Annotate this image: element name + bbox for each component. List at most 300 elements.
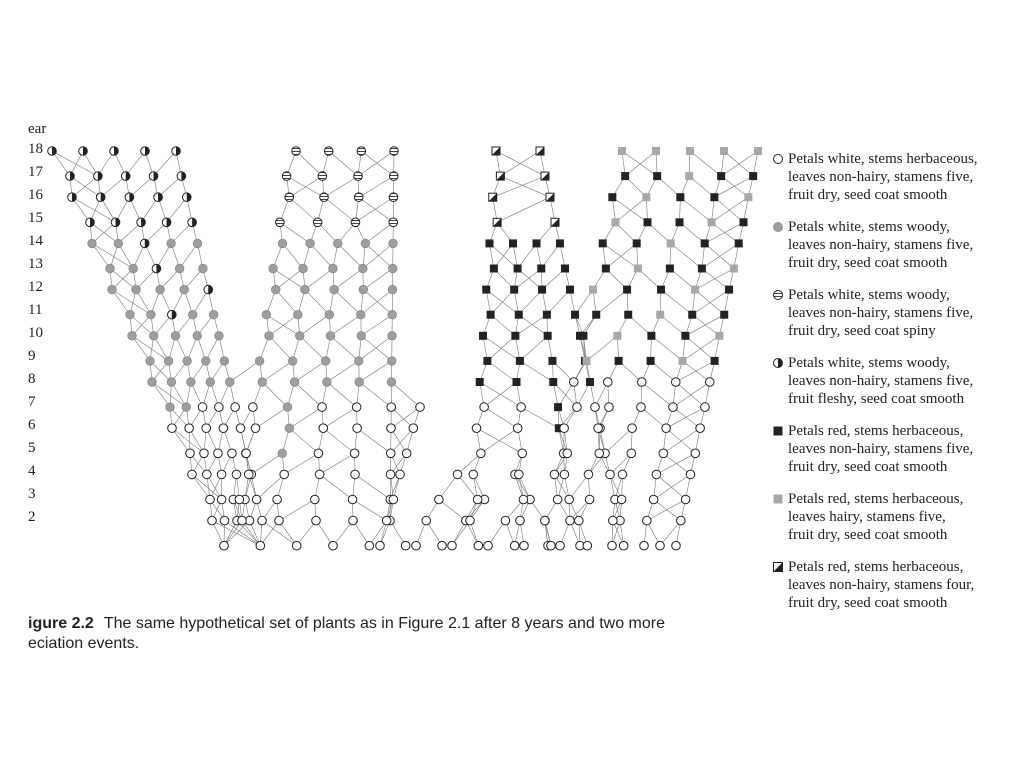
lineage-line — [521, 407, 559, 428]
plant-node — [365, 541, 374, 550]
plant-node — [292, 147, 301, 156]
year-label: 16 — [28, 187, 43, 203]
lineage-line — [497, 197, 550, 222]
plant-node — [182, 193, 191, 202]
lineage-line — [331, 336, 359, 361]
plant-node — [484, 541, 493, 550]
lineage-line — [702, 269, 729, 290]
plant-node — [262, 310, 271, 319]
lineage-line — [279, 500, 315, 521]
plant-node — [198, 403, 207, 412]
year-label: 17 — [28, 164, 43, 180]
plant-node — [560, 470, 569, 479]
plant-node — [256, 541, 265, 550]
plant-node — [258, 378, 267, 387]
figure-number: igure 2.2 — [28, 615, 94, 632]
plant-node — [681, 332, 689, 340]
plant-node — [231, 403, 240, 412]
plant-node — [401, 541, 410, 550]
plant-node — [167, 378, 176, 387]
gray-square-icon — [774, 495, 783, 504]
plant-node — [314, 449, 323, 458]
legend-text: leaves hairy, stamens five, — [788, 509, 946, 525]
plant-node — [323, 378, 332, 387]
plant-node — [606, 470, 615, 479]
plant-node — [193, 332, 202, 341]
plant-node — [354, 193, 363, 202]
plant-node — [276, 218, 285, 227]
plant-node — [627, 449, 636, 458]
plant-node — [480, 403, 489, 412]
plant-node — [669, 403, 678, 412]
plant-node — [388, 285, 397, 294]
plant-node — [187, 378, 196, 387]
plant-node — [493, 218, 501, 226]
lineage-line — [154, 151, 176, 176]
plant-node — [546, 193, 554, 201]
plant-node — [185, 424, 194, 433]
plant-node — [188, 470, 197, 479]
plant-node — [285, 193, 294, 202]
lineage-line — [305, 290, 329, 315]
plant-node — [643, 516, 652, 525]
plant-node — [177, 172, 186, 181]
plant-node — [88, 239, 97, 248]
plant-node — [355, 378, 364, 387]
legend-text: Petals white, stems woody, — [788, 355, 950, 371]
plant-node — [556, 239, 564, 247]
legend-item — [770, 490, 1020, 544]
plant-node — [290, 378, 299, 387]
plant-node — [199, 264, 208, 273]
open-circle-icon — [774, 155, 783, 164]
lineage-line — [323, 428, 354, 453]
plant-node — [203, 470, 212, 479]
plant-node — [156, 285, 165, 294]
legend-item — [770, 150, 1020, 204]
legend-item — [770, 286, 1020, 340]
plant-node — [513, 424, 522, 433]
plant-node — [278, 449, 287, 458]
lineage-line — [72, 176, 98, 197]
plant-node — [356, 310, 365, 319]
lineage-line — [654, 500, 681, 521]
year-label: 14 — [28, 233, 43, 249]
plant-node — [242, 449, 251, 458]
diagonal-square-icon — [774, 563, 783, 572]
lineage-line — [642, 382, 673, 407]
plant-node — [560, 424, 569, 433]
plant-node — [453, 470, 462, 479]
plant-node — [275, 516, 284, 525]
plant-node — [312, 516, 321, 525]
plant-node — [591, 403, 600, 412]
plant-node — [288, 357, 297, 366]
plant-node — [623, 286, 631, 294]
lineage-line — [300, 315, 330, 336]
legend-text: fruit fleshy, seed coat smooth — [788, 391, 965, 407]
legend-text: leaves non-hairy, stamens five, — [788, 441, 974, 457]
plant-node — [514, 265, 522, 273]
plant-node — [388, 264, 397, 273]
plant-node — [691, 286, 699, 294]
plant-node — [330, 285, 339, 294]
lineage-line — [327, 361, 359, 382]
plant-node — [691, 449, 700, 458]
plant-node — [698, 265, 706, 273]
plant-node — [389, 218, 398, 227]
legend-text: fruit dry, seed coat smooth — [788, 459, 948, 475]
plant-node — [517, 403, 526, 412]
plant-node — [486, 239, 494, 247]
plant-node — [319, 424, 328, 433]
plant-node — [618, 470, 627, 479]
plant-node — [220, 516, 229, 525]
plant-node — [438, 541, 447, 550]
plant-node — [589, 286, 597, 294]
plant-node — [681, 495, 690, 504]
plant-node — [108, 285, 117, 294]
plant-node — [510, 286, 518, 294]
plant-node — [295, 332, 304, 341]
legend-text: Petals red, stems herbaceous, — [788, 423, 964, 439]
plant-node — [208, 516, 217, 525]
plant-node — [592, 311, 600, 319]
plant-node — [556, 541, 565, 550]
lineage-line — [295, 361, 326, 382]
plant-node — [315, 470, 324, 479]
year-label: 11 — [28, 302, 43, 318]
plant-node — [466, 516, 475, 525]
plant-node — [225, 378, 234, 387]
plant-node — [351, 470, 360, 479]
plant-node — [280, 470, 289, 479]
plant-node — [162, 218, 171, 227]
year-label: 3 — [28, 486, 36, 502]
plant-node — [201, 357, 210, 366]
plant-node — [329, 264, 338, 273]
lineage-line — [680, 197, 711, 222]
plant-node — [349, 516, 358, 525]
lineage-line — [269, 315, 298, 336]
year-axis-title: ear — [28, 121, 47, 137]
plant-node — [715, 332, 723, 340]
legend — [770, 150, 1020, 626]
plant-node — [613, 332, 621, 340]
plant-node — [183, 357, 192, 366]
plant-node — [619, 541, 628, 550]
plant-node — [209, 310, 218, 319]
plant-node — [541, 172, 549, 180]
caption-line-1: The same hypothetical set of plants as in Figure 2.1 after 8 years and two more — [103, 615, 665, 632]
legend-text: Petals red, stems herbaceous, — [788, 491, 964, 507]
legend-item — [770, 558, 1020, 612]
plant-node — [553, 495, 562, 504]
lineage-line — [327, 382, 357, 407]
plant-node — [359, 264, 368, 273]
plant-node — [301, 285, 310, 294]
plant-node — [754, 147, 762, 155]
plant-node — [311, 495, 320, 504]
plant-node — [154, 193, 163, 202]
plant-node — [656, 311, 664, 319]
lineage-line — [663, 453, 690, 474]
plant-node — [672, 541, 681, 550]
plant-node — [566, 516, 575, 525]
plant-node — [320, 193, 329, 202]
plant-node — [476, 378, 484, 386]
plant-node — [685, 172, 693, 180]
plant-node — [140, 239, 149, 248]
plant-node — [541, 516, 550, 525]
legend-text: fruit dry, seed coat spiny — [788, 323, 936, 339]
plant-node — [188, 218, 197, 227]
lineage-line — [520, 361, 553, 382]
plant-node — [294, 310, 303, 319]
year-label: 5 — [28, 440, 36, 456]
plant-node — [474, 541, 483, 550]
legend-text: Petals white, stems woody, — [788, 219, 950, 235]
black-square-icon — [772, 425, 784, 437]
plant-node — [333, 239, 342, 248]
lineage-line — [129, 176, 153, 197]
plant-node — [152, 264, 161, 273]
lineage-line — [262, 361, 292, 382]
lineage-line — [484, 407, 518, 428]
plant-node — [389, 172, 398, 181]
plant-node — [206, 378, 215, 387]
plant-node — [389, 193, 398, 202]
plant-node — [182, 403, 191, 412]
plant-node — [350, 449, 359, 458]
plant-node — [167, 239, 176, 248]
plant-node — [422, 516, 431, 525]
plant-node — [376, 541, 385, 550]
year-label: 13 — [28, 256, 43, 272]
plant-node — [472, 424, 481, 433]
plant-node — [659, 449, 668, 458]
plant-node — [584, 470, 593, 479]
plant-node — [744, 193, 752, 201]
lineage-line — [324, 176, 358, 197]
plant-node — [299, 264, 308, 273]
plant-node — [677, 516, 686, 525]
legend-text: fruit dry, seed coat smooth — [788, 595, 948, 611]
plant-node — [348, 495, 357, 504]
lineage-line — [705, 243, 734, 268]
plant-node — [387, 424, 396, 433]
plant-node — [640, 541, 649, 550]
plant-node — [68, 193, 77, 202]
year-label: 15 — [28, 210, 43, 226]
plant-node — [206, 495, 215, 504]
year-label: 2 — [28, 509, 36, 525]
plant-node — [306, 239, 315, 248]
lineage-line — [276, 290, 298, 315]
plant-node — [251, 424, 260, 433]
open-circle-icon — [772, 153, 784, 165]
plant-node — [730, 265, 738, 273]
plant-node — [235, 495, 244, 504]
plant-node — [595, 449, 604, 458]
plant-node — [647, 357, 655, 365]
lineage-line — [276, 269, 303, 290]
legend-text: leaves non-hairy, stamens five, — [788, 237, 974, 253]
plant-node — [386, 449, 395, 458]
lineage-line — [331, 315, 361, 336]
plant-node — [149, 172, 158, 181]
plant-node — [717, 172, 725, 180]
plant-node — [214, 449, 223, 458]
legend-text: Petals red, stems herbaceous, — [788, 559, 964, 575]
plant-node — [561, 265, 569, 273]
plant-node — [511, 332, 519, 340]
plant-node — [569, 378, 578, 387]
plant-node — [388, 310, 397, 319]
plant-node — [94, 172, 103, 181]
lineage-line — [230, 361, 260, 382]
plant-node — [644, 218, 652, 226]
plant-node — [657, 286, 665, 294]
lineage-line — [289, 407, 322, 428]
plant-node — [653, 172, 661, 180]
plant-node — [586, 378, 594, 386]
plant-node — [387, 357, 396, 366]
plant-node — [749, 172, 757, 180]
year-label: 9 — [28, 348, 36, 364]
lineage-line — [329, 151, 358, 176]
plant-node — [238, 516, 247, 525]
plant-node — [329, 541, 338, 550]
lineage-line — [251, 453, 282, 474]
lineage-line — [656, 474, 685, 499]
plant-node — [615, 357, 623, 365]
legend-item — [770, 218, 1020, 272]
plant-node — [490, 265, 498, 273]
black-square-icon — [774, 427, 783, 436]
plant-node — [324, 147, 333, 156]
lineage-line — [323, 407, 356, 428]
caption-line-2: eciation events. — [28, 635, 140, 652]
plant-node — [633, 239, 641, 247]
lineage-line — [606, 243, 637, 268]
gray-circle-icon — [772, 221, 784, 233]
plant-node — [215, 403, 224, 412]
plant-node — [126, 310, 135, 319]
plant-node — [129, 264, 138, 273]
year-label: 8 — [28, 371, 36, 387]
lineage-line — [587, 336, 618, 361]
lineage-line — [357, 428, 391, 453]
plant-node — [469, 470, 478, 479]
plant-node — [583, 541, 592, 550]
plant-node — [416, 403, 425, 412]
plant-node — [409, 424, 418, 433]
lineage-line — [625, 151, 656, 176]
lineage-line — [365, 222, 393, 243]
plant-node — [686, 147, 694, 155]
lineage-line — [289, 428, 318, 453]
plant-node — [166, 403, 175, 412]
half-circle-icon — [772, 357, 784, 369]
plant-node — [520, 541, 529, 550]
plant-node — [479, 332, 487, 340]
plant-node — [132, 285, 141, 294]
plant-node — [204, 285, 213, 294]
lineage-line — [262, 382, 287, 407]
plant-node — [249, 403, 258, 412]
plant-node — [186, 449, 195, 458]
plant-node — [86, 218, 95, 227]
legend-item — [770, 422, 1020, 476]
plant-node — [537, 265, 545, 273]
lineage-line — [721, 176, 748, 197]
lineage-line — [305, 269, 333, 290]
plant-node — [228, 449, 237, 458]
lineage-line — [269, 336, 293, 361]
legend-text: fruit dry, seed coat smooth — [788, 255, 948, 271]
plant-node — [544, 332, 552, 340]
plant-node — [519, 495, 528, 504]
plant-node — [236, 424, 245, 433]
lineage-line — [671, 243, 702, 268]
lineage-line — [359, 176, 394, 197]
plant-node — [164, 357, 173, 366]
striped-circle-icon — [772, 289, 784, 301]
plant-node — [637, 378, 646, 387]
plant-node — [175, 264, 184, 273]
plant-node — [686, 470, 695, 479]
plant-node — [79, 147, 88, 156]
plant-node — [501, 516, 510, 525]
plant-node — [389, 495, 398, 504]
lineage-lines — [52, 151, 758, 546]
plant-node — [121, 172, 130, 181]
plant-node — [617, 495, 626, 504]
plant-node — [66, 172, 75, 181]
plant-node — [269, 264, 278, 273]
plant-node — [609, 516, 618, 525]
legend-text: Petals white, stems woody, — [788, 287, 950, 303]
lineage-line — [361, 315, 392, 336]
lineage-line — [714, 197, 743, 222]
plant-node — [688, 311, 696, 319]
plant-node — [361, 239, 370, 248]
lineage-line — [333, 521, 353, 546]
lineage-line — [300, 336, 326, 361]
lineage-line — [641, 407, 666, 428]
plant-node — [708, 218, 716, 226]
plant-node — [111, 218, 120, 227]
lineage-line — [334, 269, 363, 290]
lineage-line — [666, 428, 695, 453]
plant-node — [492, 147, 500, 155]
lineage-line — [690, 151, 721, 176]
plant-node — [477, 449, 486, 458]
year-label: 4 — [28, 463, 36, 479]
plant-node — [137, 218, 146, 227]
year-label: 18 — [28, 141, 43, 157]
lineage-line — [320, 453, 355, 474]
lineage-line — [359, 382, 391, 407]
plant-node — [217, 470, 226, 479]
plant-node — [473, 495, 482, 504]
plant-node — [232, 470, 241, 479]
lineage-line — [487, 361, 516, 382]
diagonal-square-icon — [772, 561, 784, 573]
legend-text: leaves non-hairy, stamens five, — [788, 169, 974, 185]
half-circle-icon — [774, 359, 783, 368]
